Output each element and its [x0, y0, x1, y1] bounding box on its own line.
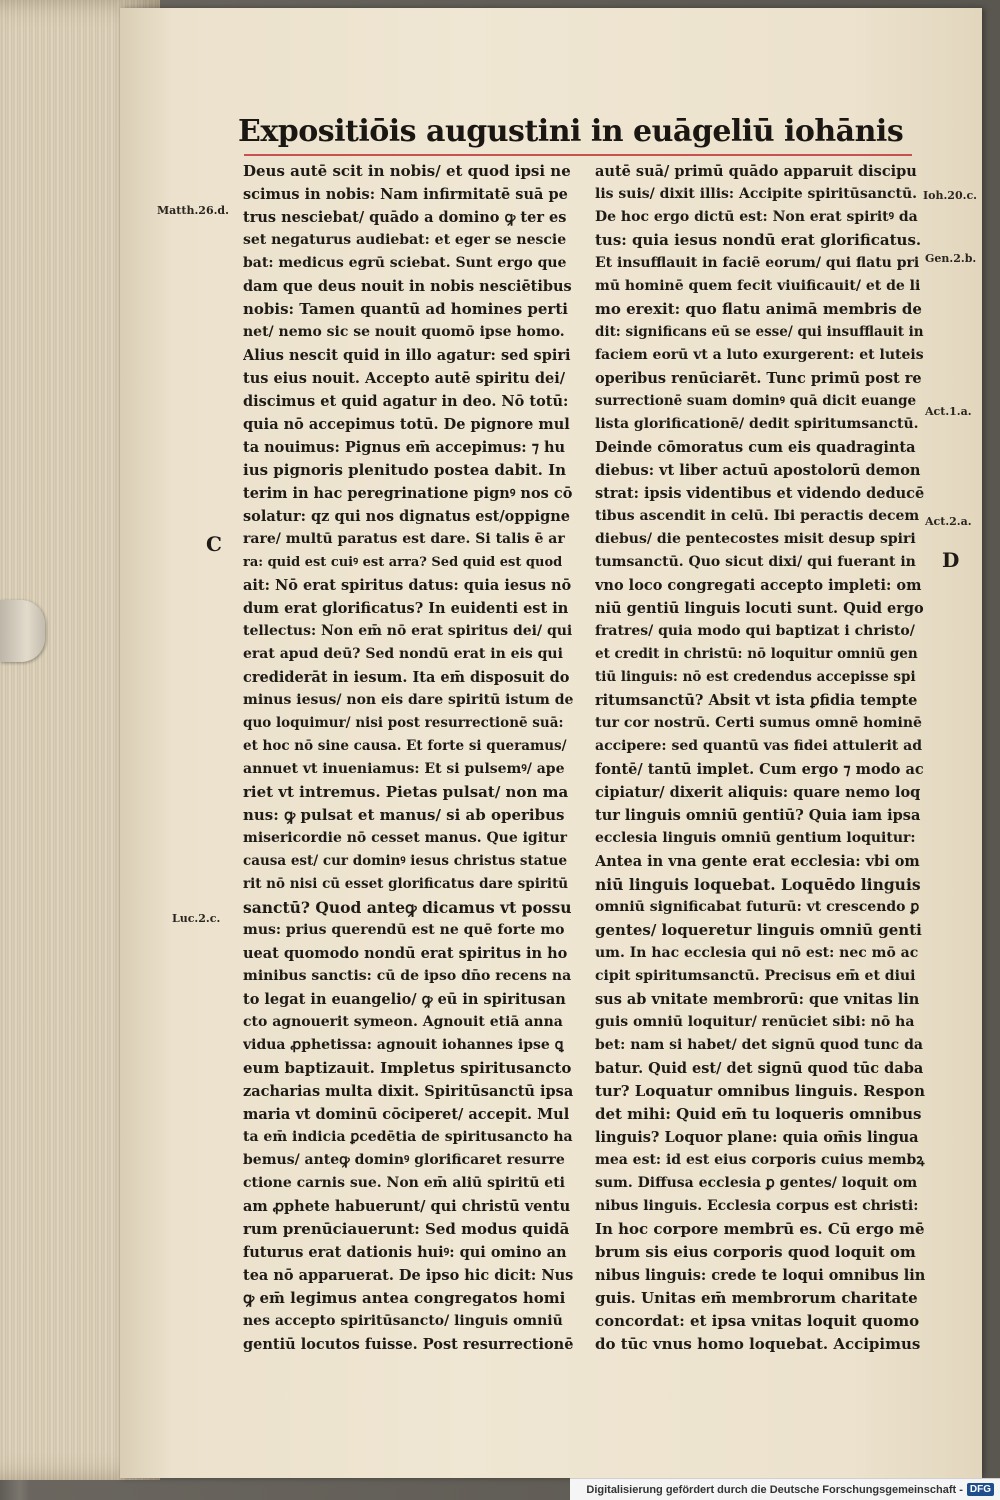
section-mark-c: C: [206, 532, 222, 556]
text-line: ecclesia linguis omniū gentium loquitur:: [595, 830, 916, 846]
text-line: diebus/ die pentecostes misit desup spiri: [595, 531, 916, 547]
text-line: nibus linguis: crede te loqui omnibus lin: [595, 1267, 925, 1284]
text-line: erat apud deū? Sed nondū erat in eis qui: [243, 646, 563, 662]
text-line: sanctū? Quod anteꝙ dicamus vt possu: [243, 898, 572, 917]
text-line: Et insufflauit in faciē eorum/ qui flatu pri: [595, 255, 920, 271]
text-line: am ꝓphete habuerunt/ qui christū ventu: [243, 1198, 571, 1215]
text-line: guis. Unitas em̄ membrorum charitate: [595, 1289, 918, 1307]
text-line: eum baptizauit. Impletus spiritusancto: [243, 1059, 572, 1077]
text-line: scimus in nobis: Nam infirmitatē suā pe: [243, 186, 568, 203]
text-line: mus: prius querendū est ne quē forte mo: [243, 922, 565, 938]
text-line: ritumsanctū? Absit vt ista ꝑfidia tempte: [595, 692, 918, 709]
text-line: tibus ascendit in celū. Ibi peractis decem: [595, 508, 920, 524]
text-line: riet vt intremus. Pietas pulsat/ non ma: [243, 783, 569, 801]
text-line: tus eius nouit. Accepto autē spiritu dei/: [243, 370, 566, 387]
text-line: causa est/ cur dominꝰ iesus christus statue: [243, 853, 568, 869]
title-underline: [244, 154, 912, 156]
text-line: rit nō nisi cū esset glorificatus dare spiritū: [243, 876, 569, 892]
text-line: strat: ipsis videntibus et videndo deducē: [595, 485, 925, 502]
text-line: tur cor nostrū. Certi sumus omnē hominē: [595, 715, 922, 731]
text-line: brum sis eius corporis quod loquit om: [595, 1243, 916, 1261]
text-line: to legat in euangelio/ ꝙ eū in spiritusan: [243, 991, 566, 1008]
text-line: tumsanctū. Quo sicut dixi/ qui fuerant in: [595, 554, 916, 570]
margin-note-acts-1: Act.1.a.: [925, 405, 972, 418]
text-line: De hoc ergo dictū est: Non erat spiritꝰ da: [595, 209, 918, 225]
text-line: niū linguis loquebat. Loquēdo linguis: [595, 875, 921, 894]
text-line: mo erexit: quo flatu animā membris de: [595, 300, 922, 318]
text-line: terim in hac peregrinatione pignꝰ nos cō: [243, 485, 573, 502]
text-line: Deus autē scit in nobis/ et quod ipsi ne: [243, 162, 571, 180]
text-line: operibus renūciarēt. Tunc primū post re: [595, 370, 922, 387]
text-line: maria vt dominū cōciperet/ accepit. Mul: [243, 1106, 570, 1123]
margin-note-john: Ioh.20.c.: [923, 189, 977, 202]
text-line: Deinde cōmoratus cum eis quadraginta: [595, 439, 916, 456]
text-line: ta nouimus: Pignus em̄ accepimus: ⁊ hu: [243, 439, 566, 456]
text-line: dit: significans eū se esse/ qui insufflauit in: [595, 324, 924, 340]
text-line: ius pignoris plenitudo postea dabit. In: [243, 461, 567, 479]
text-line: tus: quia iesus nondū erat glorificatus.: [595, 231, 922, 249]
text-line: set negaturus audiebat: et eger se nescie: [243, 232, 567, 248]
text-line: tellectus: Non em̄ nō erat spiritus dei/ qui: [243, 623, 573, 639]
text-line: gentes/ loqueretur linguis omniū genti: [595, 921, 922, 939]
text-line: faciem eorū vt a luto exurgerent: et luteis: [595, 347, 924, 363]
text-line: bet: nam si habet/ det signū quod tunc da: [595, 1037, 923, 1053]
text-line: et credit in christū: nō loquitur omniū gen: [595, 646, 918, 662]
text-line: det mihi: Quid em̄ tu loqueris omnibus: [595, 1105, 922, 1123]
text-line: concordat: et ipsa vnitas loquit quomo: [595, 1312, 920, 1330]
text-line: quo loquimur/ nisi post resurrectionē suā:: [243, 715, 564, 731]
text-line: guis omniū loquitur/ renūciet sibi: nō ha: [595, 1014, 915, 1030]
dfg-logo: DFG: [967, 1483, 994, 1496]
text-line: lis suis/ dixit illis: Accipite spiritūsanctū.: [595, 186, 918, 202]
text-line: sus ab vnitate membrorū: que vnitas lin: [595, 991, 920, 1008]
margin-note-acts-2: Act.2.a.: [925, 515, 972, 528]
page-title: Expositiōis augustini in euāgeliū iohānis: [238, 114, 904, 149]
text-line: bemus/ anteꝙ dominꝰ glorificaret resurre: [243, 1152, 565, 1168]
section-mark-d: D: [942, 548, 960, 572]
text-line: cto agnouerit symeon. Agnouit etiā anna: [243, 1014, 563, 1030]
text-line: futurus erat dationis huiꝰ: qui omino an: [243, 1244, 567, 1261]
text-line: nes accepto spiritūsancto/ linguis omniū: [243, 1313, 563, 1329]
text-line: bat: medicus egrū sciebat. Sunt ergo que: [243, 255, 567, 271]
text-line: Antea in vna gente erat ecclesia: vbi om: [595, 853, 920, 870]
footer-credit: Digitalisierung gefördert durch die Deutsche Forschungsgemeinschaft -: [586, 1483, 963, 1496]
text-line: nus: ꝙ pulsat et manus/ si ab operibus: [243, 806, 565, 824]
text-line: dum erat glorificatus? In euidenti est in: [243, 600, 569, 617]
text-line: batur. Quid est/ det signū quod tūc daba: [595, 1060, 924, 1077]
text-line: diebus: vt liber actuū apostolorū demon: [595, 462, 921, 479]
text-line: tur linguis omniū gentiū? Quia iam ipsa: [595, 807, 921, 824]
text-line: fratres/ quia modo qui baptizat i christo/: [595, 623, 915, 639]
text-line: cipit spiritumsanctū. Precisus em̄ et diui: [595, 968, 916, 984]
text-line: crediderāt in iesum. Ita em̄ disposuit do: [243, 669, 570, 686]
text-line: ait: Nō erat spiritus datus: quia iesus nō: [243, 577, 572, 594]
text-line: ta em̄ indicia ꝑcedētia de spiritusancto ha: [243, 1129, 573, 1145]
footer-credit-bar: [570, 1478, 1000, 1500]
text-line: minibus sanctis: cū de ipso dn̄o recens na: [243, 968, 572, 984]
text-line: mea est: id est eius corporis cuius membꝝ: [595, 1152, 925, 1168]
text-line: ctione carnis sue. Non em̄ aliū spiritū eti: [243, 1175, 565, 1191]
text-line: gentiū locutos fuisse. Post resurrectionē: [243, 1336, 573, 1353]
text-line: vidua ꝓphetissa: agnouit iohannes ipse ꝗ: [243, 1037, 564, 1053]
text-line: misericordie nō cesset manus. Que igitur: [243, 830, 568, 846]
text-line: do tūc vnus homo loquebat. Accipimus: [595, 1335, 921, 1353]
text-line: tiū linguis: nō est credendus accepisse spi: [595, 669, 916, 685]
right-text-column: [595, 160, 925, 1356]
text-line: linguis? Loquor plane: quia om̄is lingua: [595, 1129, 919, 1146]
text-line: vno loco congregati accepto impleti: om: [595, 577, 922, 594]
text-line: nibus linguis. Ecclesia corpus est christi:: [595, 1198, 919, 1214]
text-line: accipere: sed quantū vas fidei attulerit ad: [595, 738, 922, 754]
text-line: tur? Loquatur omnibus linguis. Respon: [595, 1082, 925, 1100]
text-line: sum. Diffusa ecclesia ꝑ gentes/ loquit om: [595, 1175, 918, 1191]
text-line: omniū significabat futurū: vt crescendo ꝑ: [595, 899, 920, 915]
text-line: discimus et quid agatur in deo. Nō totū:: [243, 393, 569, 410]
text-line: ꝙ em̄ legimus antea congregatos homi: [243, 1289, 566, 1307]
text-line: quia nō accepimus totū. De pignore mul: [243, 416, 570, 433]
text-line: net/ nemo sic se nouit quomō ipse homo.: [243, 324, 565, 340]
text-line: ueat quomodo nondū erat spiritus in ho: [243, 945, 568, 962]
book-clip: [0, 600, 45, 662]
text-line: minus iesus/ non eis dare spiritū istum de: [243, 692, 573, 708]
text-line: Alius nescit quid in illo agatur: sed spiri: [243, 347, 571, 364]
text-line: fontē/ tantū implet. Cum ergo ⁊ modo ac: [595, 761, 924, 778]
text-line: rare/ multū paratus est dare. Si talis ē ar: [243, 531, 565, 547]
text-line: et hoc nō sine causa. Et forte si queramus/: [243, 738, 567, 754]
text-line: cipiatur/ dixerit aliquis: quare nemo loq: [595, 784, 921, 801]
text-line: niū gentiū linguis locuti sunt. Quid ergo: [595, 600, 924, 617]
text-line: nobis: Tamen quantū ad homines perti: [243, 300, 568, 318]
text-line: trus nesciebat/ quādo a domino ꝙ ter es: [243, 209, 567, 226]
text-line: solatur: qz qui nos dignatus est/oppigne: [243, 508, 571, 525]
text-line: rum prenūciauerunt: Sed modus quidā: [243, 1220, 570, 1238]
text-line: dam que deus nouit in nobis nesciētibus: [243, 278, 572, 295]
text-line: annuet vt inueniamus: Et si pulsemꝰ/ ape: [243, 761, 565, 777]
margin-note-matthew: Matth.26.d.: [157, 204, 229, 217]
text-line: surrectionē suam dominꝰ quā dicit euange: [595, 393, 917, 409]
text-line: ra: quid est cuiꝰ est arra? Sed quid est quod: [243, 555, 563, 570]
margin-note-luke: Luc.2.c.: [172, 912, 221, 925]
margin-note-genesis: Gen.2.b.: [925, 252, 977, 265]
text-line: um. In hac ecclesia qui nō est: nec mō ac: [595, 945, 919, 961]
text-line: In hoc corpore membrū es. Cū ergo mē: [595, 1220, 925, 1238]
text-line: autē suā/ primū quādo apparuit discipu: [595, 163, 917, 180]
text-line: zacharias multa dixit. Spiritūsanctū ipsa: [243, 1083, 573, 1100]
text-line: lista glorificationē/ dedit spiritumsanctū.: [595, 416, 919, 432]
text-line: tea nō apparuerat. De ipso hic dicit: Nus: [243, 1267, 573, 1284]
left-text-column: [243, 160, 573, 1356]
text-line: mū hominē quem fecit viuificauit/ et de li: [595, 278, 921, 294]
